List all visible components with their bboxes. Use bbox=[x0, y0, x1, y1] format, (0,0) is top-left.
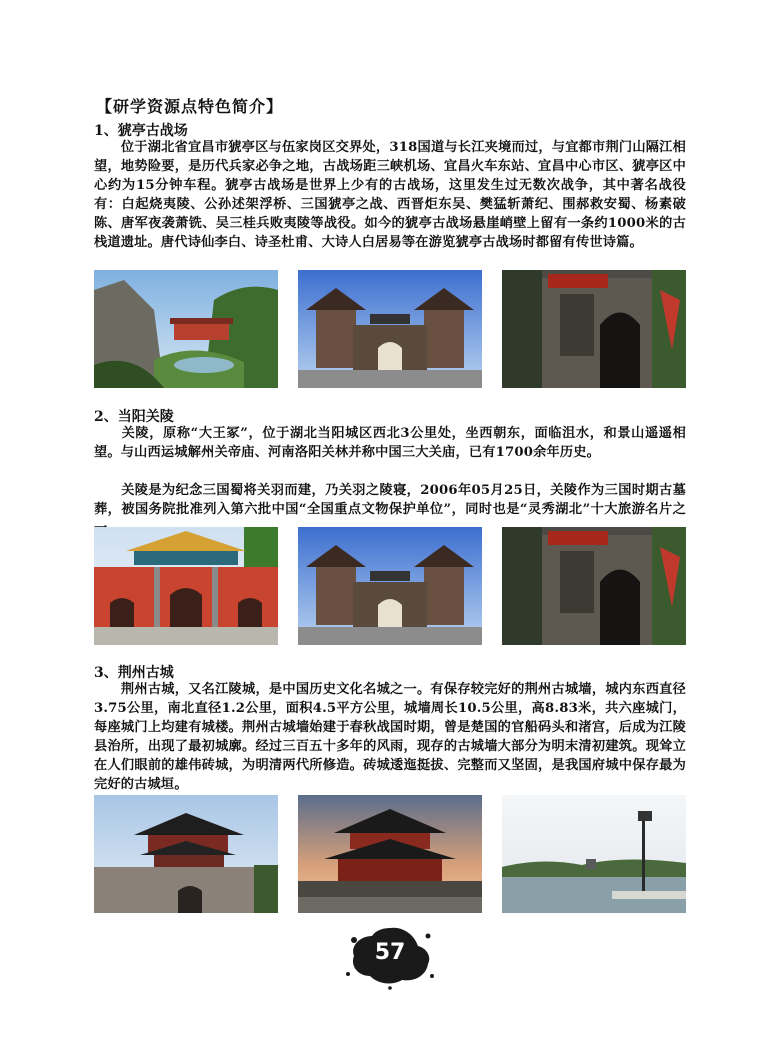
photo-city-wall-tower bbox=[94, 795, 278, 913]
photo-temple-gate bbox=[94, 527, 278, 645]
section-text-guanling-1: 关陵，原称“大王冢”，位于湖北当阳城区西北3公里处，坐西朝东，面临沮水，和景山遥遥相望。与山西运城解州关帝庙、河南洛阳关林并称中国三大关庙，已有1700余年历史。 bbox=[94, 426, 686, 460]
section-text-guanling-2: 关陵是为纪念三国蜀将关羽而建，乃关羽之陵寝，2006年05月25日，关陵作为三国时期古墓葬，被国务院批准列入第六批中国“全国重点文物保护单位”，同时也是“灵秀湖北”十大旅游名片之 bbox=[94, 483, 686, 517]
section-text-xiaoting: 位于湖北省宜昌市猇亭区与伍家岗区交界处，318国道与长江夹境而过，与宜都市荆门山隔江相望，地势险要，是历代兵家必争之地，古战场距三峡机场、宜昌火车东站、宜昌中心市区、猇亭区中心约为15分钟车程。猇亭古战场是世界上少有的古战场，这里发生过无数次战争，其中著名战役有：白起烧夷陵、公孙述架浮桥、三国猇亭之战、西晋炬东吴、樊猛斩萧纪、围郝救安蜀、杨素破陈、唐军夜袭萧铣、吴三桂兵败夷陵等战役。如今的猇亭古战场悬崖峭壁上留有一条约1000米的古栈道遗址。唐代诗仙李白、诗圣杜甫、大诗人白居易等在游览猇亭古战场时都留有传世诗篇。 bbox=[94, 140, 686, 250]
photo-battlefield-gate bbox=[298, 270, 482, 388]
photo-tower-sunset bbox=[298, 795, 482, 913]
section-heading-jingzhou: 3、荆州古城 bbox=[94, 665, 174, 681]
photo-row-xiaoting bbox=[94, 270, 686, 388]
page-number-text: 57 bbox=[374, 940, 406, 965]
photo-battlefield-gate-2 bbox=[298, 527, 482, 645]
section-heading-guanling: 2、当阳关陵 bbox=[94, 409, 174, 425]
page-number bbox=[340, 920, 440, 990]
photo-stone-arch-2 bbox=[502, 527, 686, 645]
photo-row-guanling bbox=[94, 527, 686, 645]
photo-moat-lake bbox=[502, 795, 686, 913]
page-title: 【研学资源点特色简介】 bbox=[96, 97, 284, 116]
section-text-jingzhou: 荆州古城，又名江陵城，是中国历史文化名城之一。有保存较完好的荆州古城墙，城内东西直径3.75公里，南北直径1.2公里，面积4.5平方公里，城墙周长10.5公里，高8.83米，共六座城门，每座城门上均建有城楼。荆州古城墙始建于春秋战国时期，曾是楚国的官船码头和渚宫，后成为江陵县治所，出现了最初城廓。经过三百五十多年的风雨，现存的古城墙大部分为明末清初建筑。现耸立在人们眼前的雄伟砖城，为明清两代所修造。砖城逶迤挺拔、完整而又坚固，是我国府城中保存最为完好的古城垣。 bbox=[94, 682, 686, 792]
photo-row-jingzhou bbox=[94, 795, 686, 913]
photo-stone-arch bbox=[502, 270, 686, 388]
photo-cliff-garden bbox=[94, 270, 278, 388]
section-heading-xiaoting: 1、猇亭古战场 bbox=[94, 123, 188, 139]
